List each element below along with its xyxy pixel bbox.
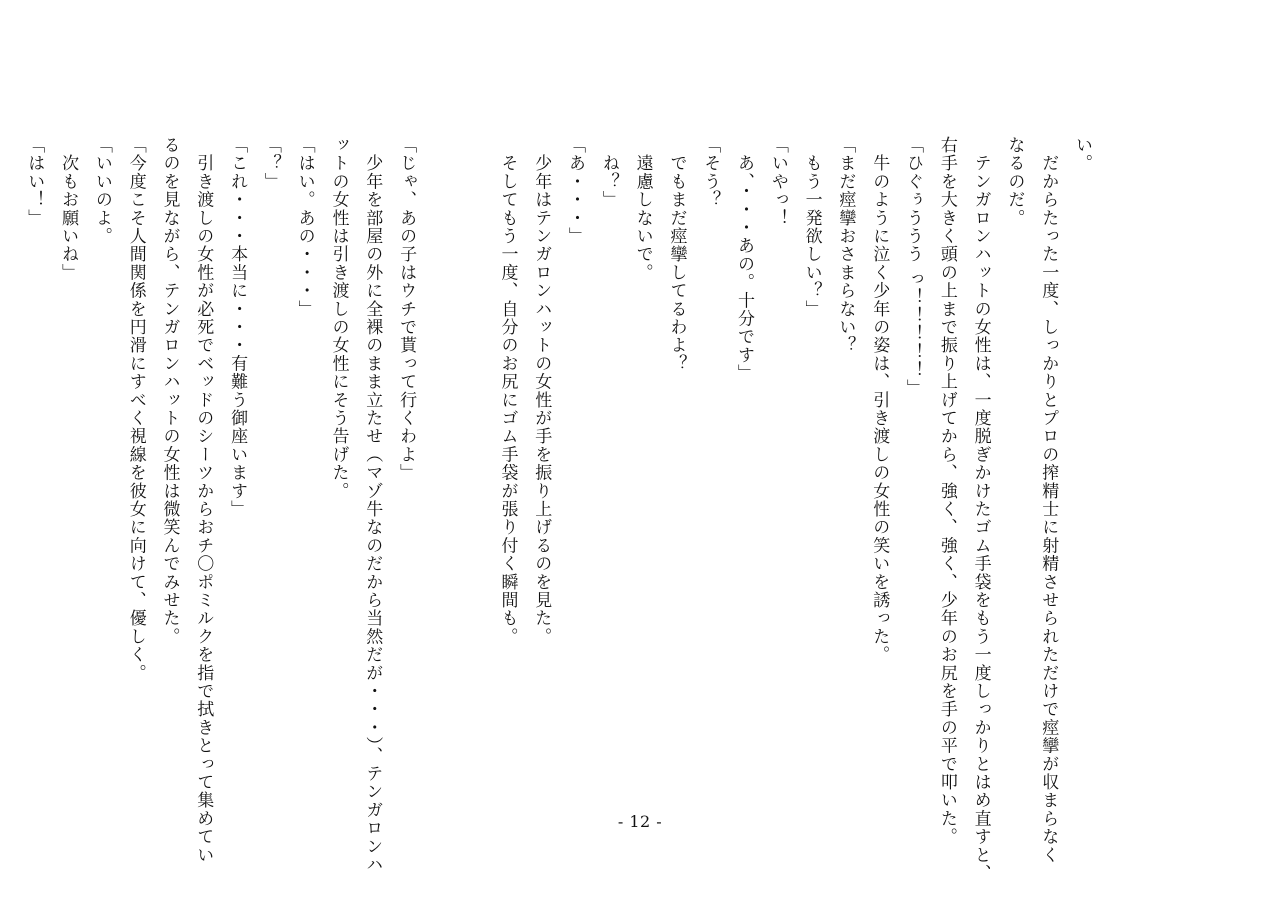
text-line: ットの女性は引き渡しの女性にそう告げた。 [328,136,349,500]
text-line: そしてもう一度、自分のお尻にゴム手袋が張り付く瞬間も。 [497,136,518,646]
text-line: ね？」 [598,136,619,209]
text-line: い。 [1072,136,1092,173]
text-line: 遠慮しないで。 [632,136,653,282]
text-line: 牛のように泣く少年の姿は、引き渡しの女性の笑いを誘った。 [869,136,890,664]
text-line: でもまだ痙攣してるわよ？ [666,136,687,373]
text-line: 「じゃ、あの子はウチで貰って行くわよ」 [396,136,417,482]
text-line: 「いやっ！ [767,136,788,227]
text-line: なるのだ。 [1004,136,1025,227]
text-line: 右手を大きく頭の上まで振り上げてから、強く、強く、少年のお尻を手の平で叩いた。 [936,136,957,846]
text-line: 「これ・・・本当に・・・有難う御座います」 [227,136,248,519]
text-line: 「まだ痙攣おさまらない？ [835,136,856,355]
text-line: 「いいのよ。 [91,136,112,246]
page-number: - 12 - [617,812,663,831]
text-line: だからたった一度、しっかりとプロの搾精士に射精させられただけで痙攣が収まらなく [1038,136,1059,864]
text-line: 少年はテンガロンハットの女性が手を振り上げるのを見た。 [531,136,552,646]
text-line [456,136,490,786]
text-line: テンガロンハットの女性は、一度脱ぎかけたゴム手袋をもう一度しっかりとはめ直すと、 [970,136,991,883]
text-line: 「今度こそ人間関係を円滑にすべく視線を彼女に向けて、優しく。 [125,136,146,682]
text-line: 「そう？ [700,136,721,209]
text-line: 「ひぐぅううう っ！！！！！」 [903,136,924,398]
text-line: 少年を部屋の外に全裸のまま立たせ（マゾ牛なのだから当然だが・・・）、テンガロンハ [362,136,383,874]
text-line: 「はい。あの・・・」 [294,136,315,318]
text-line: あ、・・・あの。十分です」 [734,136,755,383]
text-line: 次もお願いね」 [58,136,79,282]
text-line [422,136,456,786]
text-line: 引き渡しの女性が必死でベッドのシーツからおチ〇ポミルクを指で拭きとって集めてい [193,136,214,864]
text-line: もう一発欲しい？」 [801,136,822,318]
text-line: 「はい！」 [24,136,45,227]
text-line [0,136,17,786]
text-line: 「？」 [260,136,281,191]
text-line: 「あ・・・」 [565,136,586,246]
text-line: るのを見ながら、テンガロンハットの女性は微笑んでみせた。 [159,136,180,646]
